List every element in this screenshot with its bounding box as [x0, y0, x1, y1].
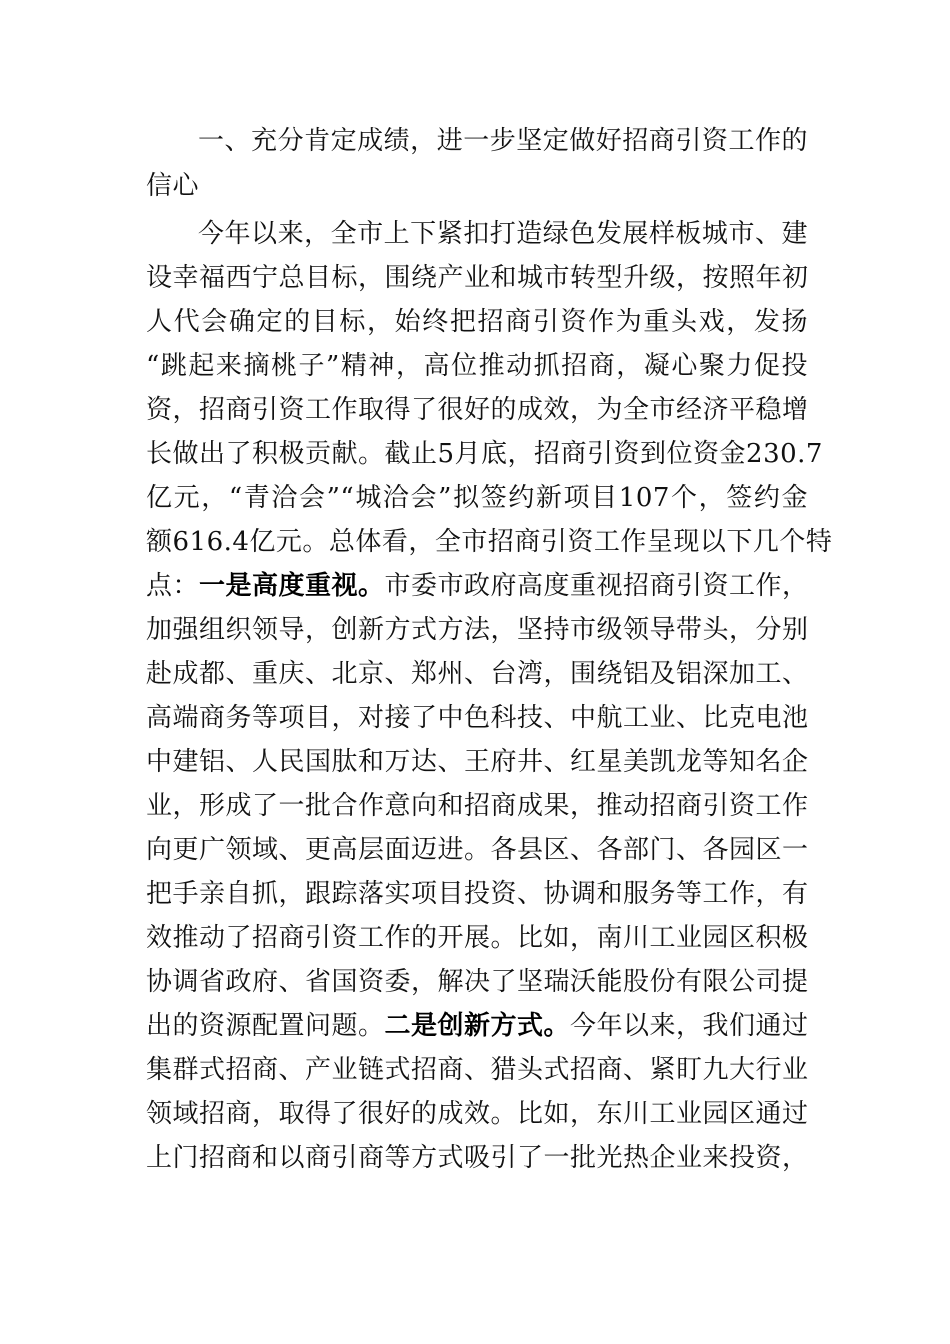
- paragraph-line-19: [146, 1004, 808, 1048]
- paragraph-line-12: 高端商务等项目，对接了中色科技、中航工业、比克电池: [146, 703, 809, 733]
- paragraph-line-21: 领域招商，取得了很好的成效。比如，东川工业园区通过: [146, 1099, 809, 1129]
- paragraph-line-17: 效推动了招商引资工作的开展。比如，南川工业园区积极: [146, 923, 809, 953]
- paragraph-line-13: 中建铝、人民国肽和万达、王府井、红星美凯龙等知名企: [146, 747, 809, 777]
- paragraph-line-22: 上门招商和以商引商等方式吸引了一批光热企业来投资，: [146, 1143, 809, 1173]
- section-heading-line-2: 信心: [146, 171, 200, 201]
- paragraph-line-6: 长做出了积极贡献。截止5月底，招商引资到位资金230.7: [146, 439, 823, 469]
- paragraph-line-4: “跳起来摘桃子”精神，高位推动抓招商，凝心聚力促投: [146, 351, 808, 381]
- line-9-prefix: 点：: [146, 571, 200, 601]
- point-one-heading: 一是高度重视。: [199, 571, 385, 601]
- paragraph-line-5: 资，招商引资工作取得了很好的成效，为全市经济平稳增: [146, 395, 809, 425]
- line-19-prefix: 出的资源配置问题。: [146, 1011, 385, 1041]
- paragraph-line-10: 加强组织领导，创新方式方法，坚持市级领导带头，分别: [146, 615, 809, 645]
- line-9-suffix: 市委市政府高度重视招商引资工作，: [384, 571, 809, 601]
- paragraph-line-18: 协调省政府、省国资委，解决了坚瑞沃能股份有限公司提: [146, 967, 809, 997]
- point-two-heading: 二是创新方式。: [384, 1011, 571, 1041]
- paragraph-line-1: 今年以来，全市上下紧扣打造绿色发展样板城市、建: [198, 219, 808, 249]
- paragraph-line-3: 人代会确定的目标，始终把招商引资作为重头戏，发扬: [146, 307, 808, 337]
- line-19-suffix: 今年以来，我们通过: [570, 1011, 809, 1041]
- paragraph-line-7: 亿元，“青洽会”“城洽会”拟签约新项目107个，签约金: [146, 483, 808, 513]
- paragraph-line-9: [146, 564, 808, 608]
- paragraph-line-14: 业，形成了一批合作意向和招商成果，推动招商引资工作: [146, 791, 809, 821]
- section-heading-line-1: 一、充分肯定成绩，进一步坚定做好招商引资工作的: [198, 126, 808, 156]
- paragraph-line-20: 集群式招商、产业链式招商、猎头式招商、紧盯九大行业: [146, 1055, 809, 1085]
- paragraph-line-2: 设幸福西宁总目标，围绕产业和城市转型升级，按照年初: [146, 263, 809, 293]
- paragraph-line-11: 赴成都、重庆、北京、郑州、台湾，围绕铝及铝深加工、: [146, 659, 809, 689]
- paragraph-line-15: 向更广领域、更高层面迈进。各县区、各部门、各园区一: [146, 835, 809, 865]
- paragraph-line-8: 额616.4亿元。总体看，全市招商引资工作呈现以下几个特: [146, 527, 833, 557]
- paragraph-line-16: 把手亲自抓，跟踪落实项目投资、协调和服务等工作，有: [146, 879, 809, 909]
